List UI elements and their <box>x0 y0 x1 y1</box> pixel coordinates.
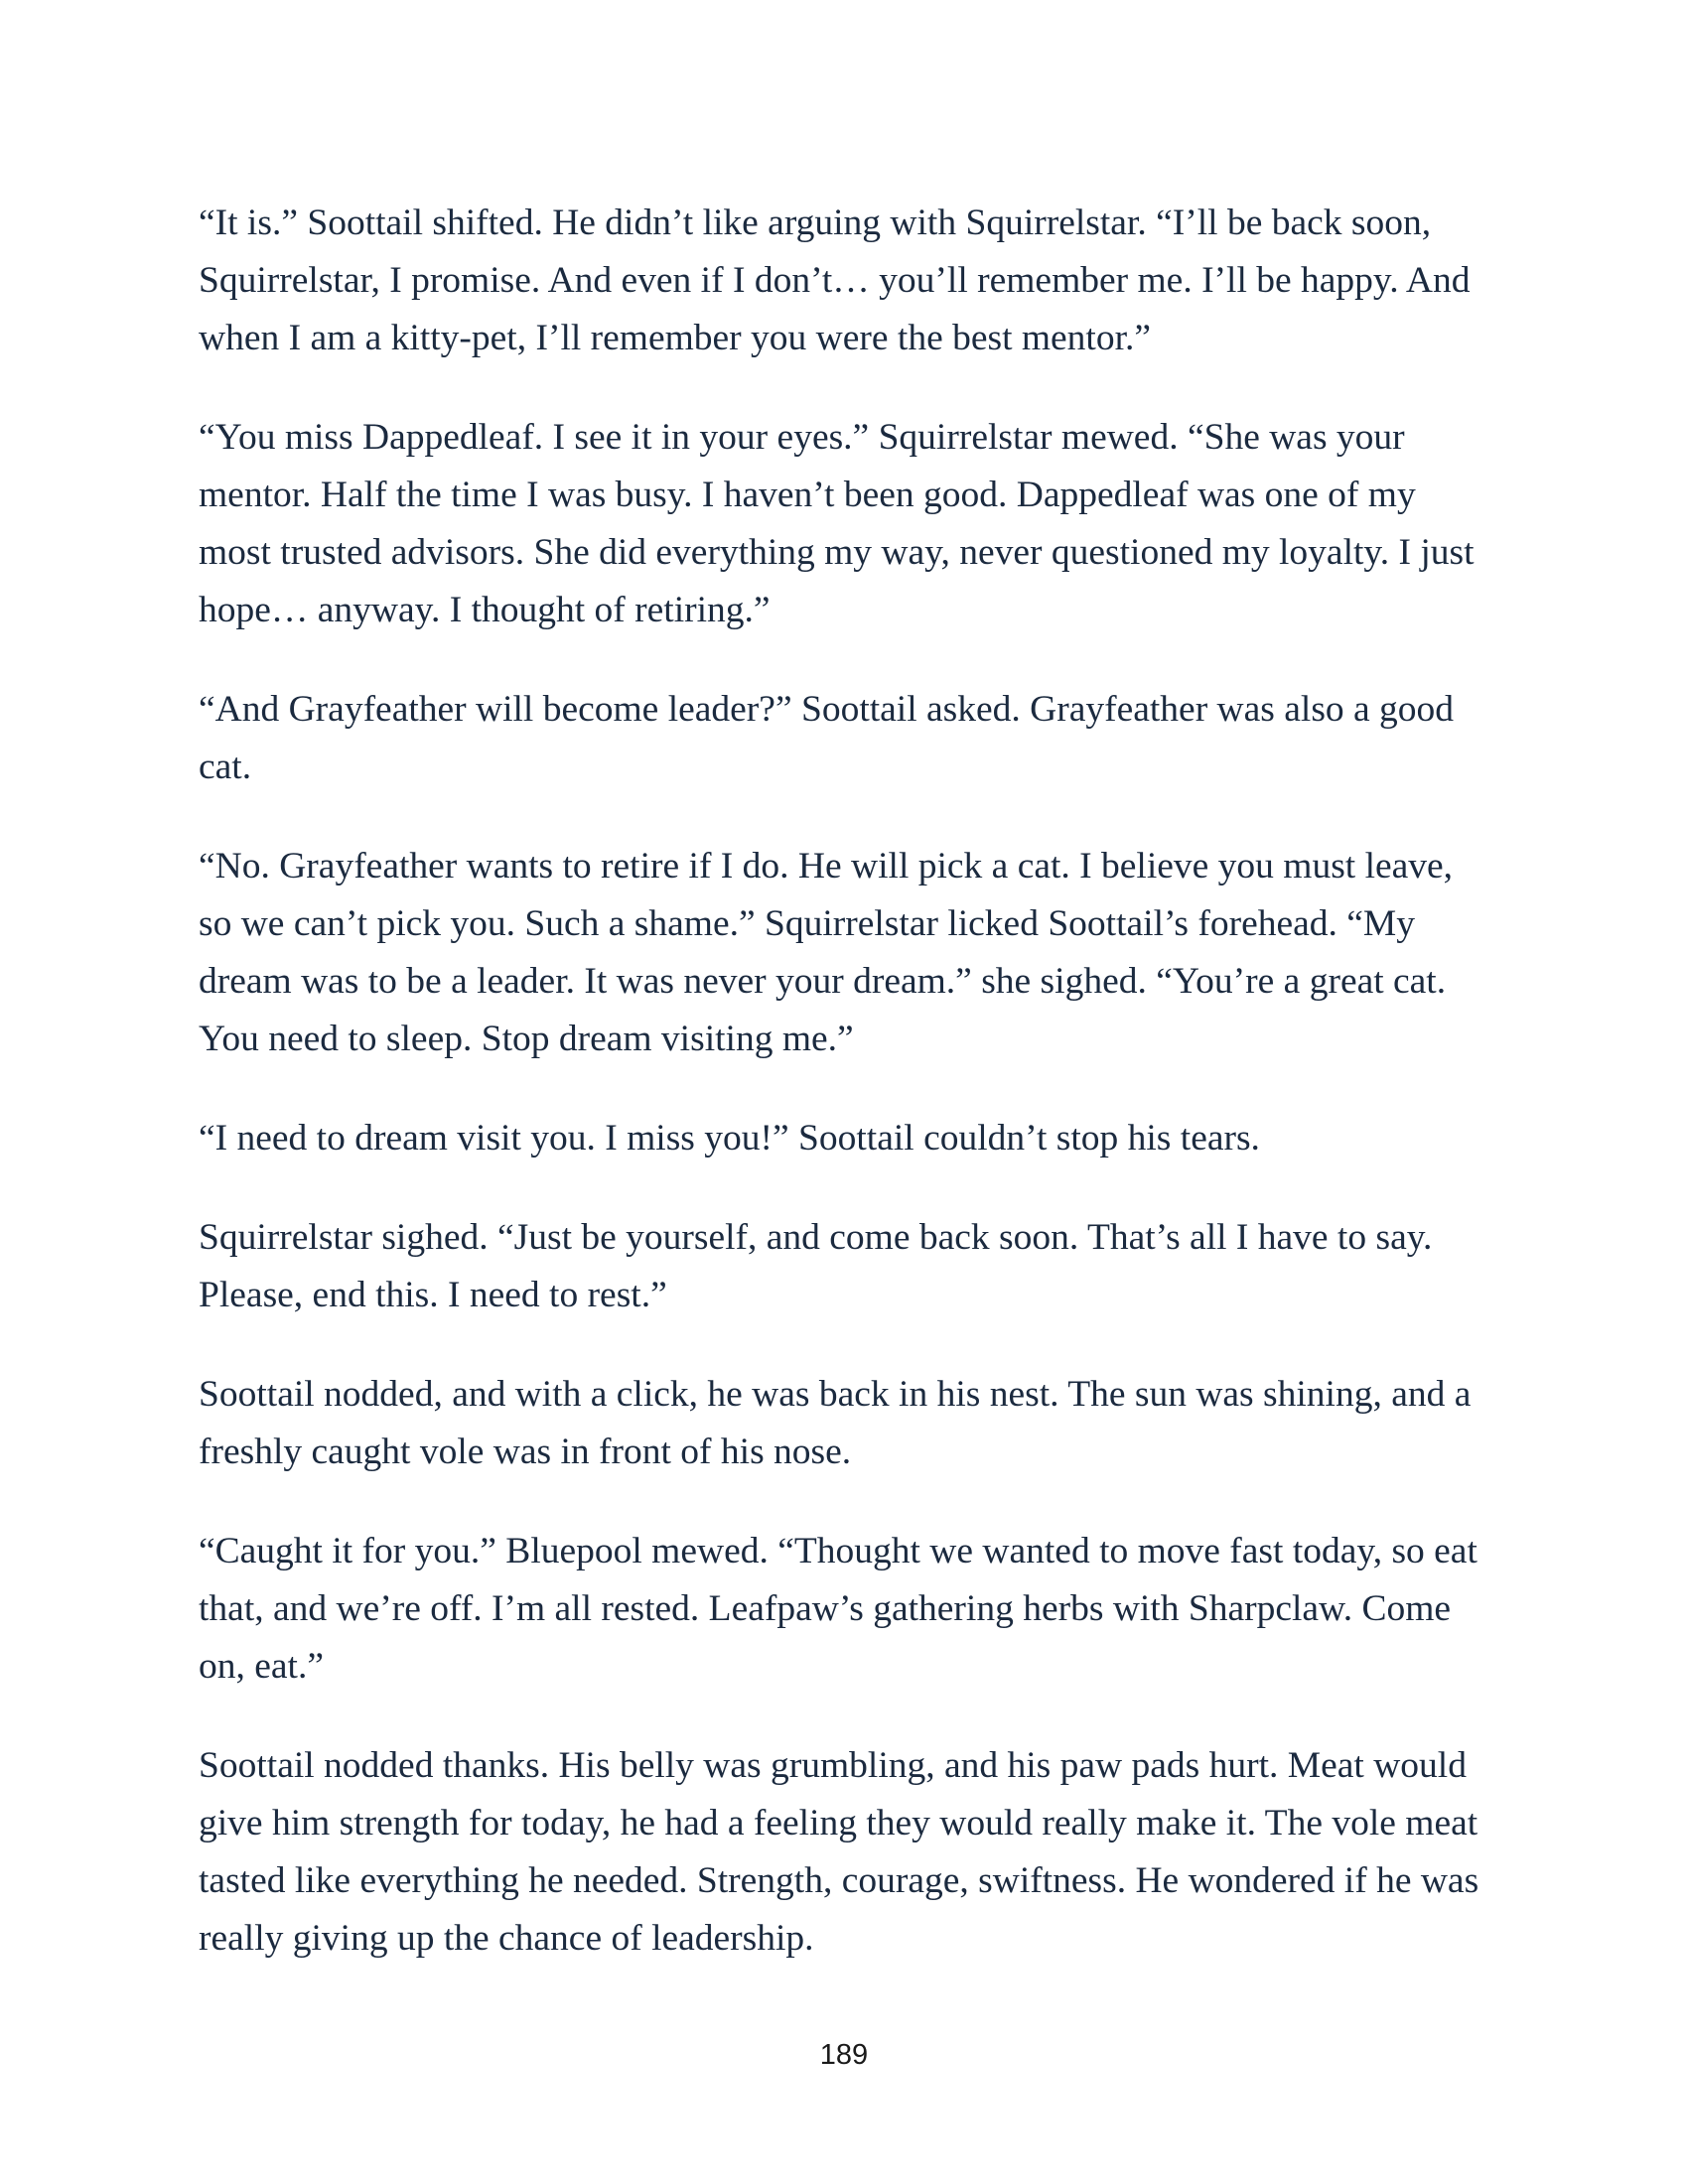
paragraph-1: “It is.” Soottail shifted. He didn’t like arguing with Squirrelstar. “I’ll be back soon, Squirrelstar, I promise. And even if I don’t… you’ll remember me. I’ll be happy. And when I am a kitty-pet, I’ll remember you were the best mentor.” <box>199 203 1471 358</box>
paragraph-4: “No. Grayfeather wants to retire if I do. He will pick a cat. I believe you must leave, so we can’t pick you. Such a shame.” Squirrelstar licked Soottail’s forehead. “My dream was to be a leader. It was never your dream.” she sighed. “You’re a great cat. You need to sleep. Stop dream visiting me.” <box>199 846 1454 1059</box>
paragraph-7: Soottail nodded, and with a click, he was back in his nest. The sun was shining, and a freshly caught vole was in front of his nose. <box>199 1374 1472 1472</box>
paragraph-9: Soottail nodded thanks. His belly was grumbling, and his paw pads hurt. Meat would give him strength for today, he had a feeling they would really make it. The vole meat tasted like everything he needed. Strength, courage, swiftness. He wondered if he was really giving up the chance of leadership. <box>199 1745 1479 1959</box>
paragraph-6: Squirrelstar sighed. “Just be yourself, and come back soon. That’s all I have to say. Please, end this. I need to rest.” <box>199 1217 1433 1315</box>
paragraph-2: “You miss Dappedleaf. I see it in your eyes.” Squirrelstar mewed. “She was your mentor. Half the time I was busy. I haven’t been good. Dappedleaf was one of my most trusted advisors. She did everything my way, never questioned my loyalty. I just hope… anyway. I thought of retiring.” <box>199 417 1475 630</box>
page-number: 189 <box>819 2039 869 2071</box>
body-text <box>199 195 1489 2009</box>
paragraph-5: “I need to dream visit you. I miss you!” Soottail couldn’t stop his tears. <box>199 1118 1260 1159</box>
paragraph-3: “And Grayfeather will become leader?” Soottail asked. Grayfeather was also a good cat. <box>199 689 1455 787</box>
paragraph-8: “Caught it for you.” Bluepool mewed. “Thought we wanted to move fast today, so eat that, and we’re off. I’m all rested. Leafpaw’s gathering herbs with Sharpclaw. Come on, eat.” <box>199 1531 1477 1687</box>
